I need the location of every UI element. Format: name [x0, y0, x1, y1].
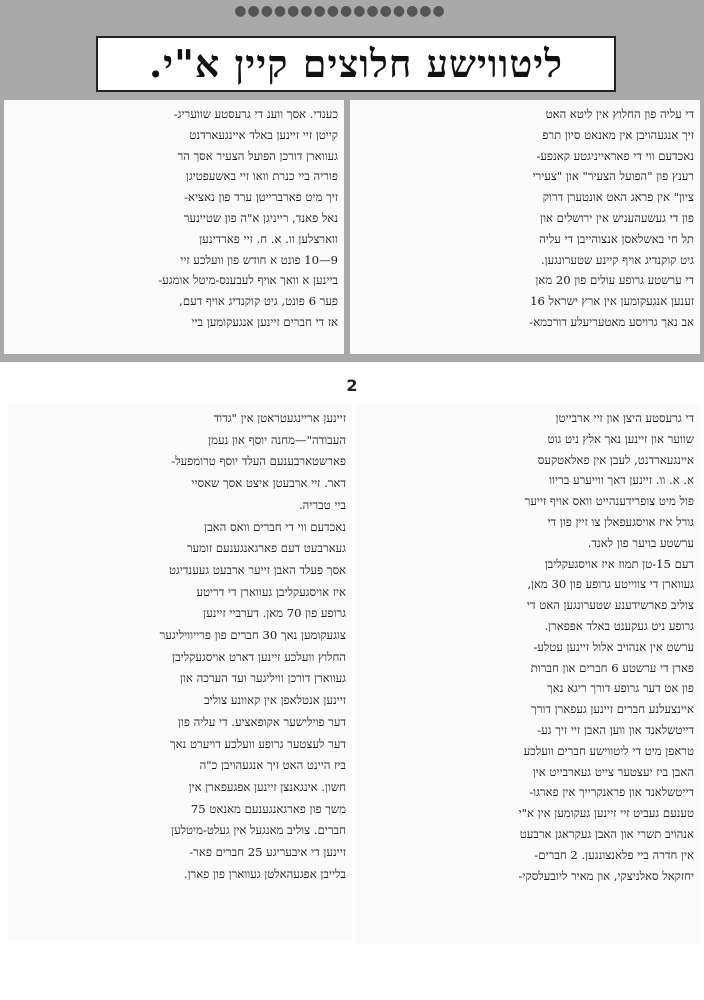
text-line: חברים. צוליב מאנגעל אין געלט-מיטלען — [171, 823, 346, 838]
column-bottom-right — [356, 404, 700, 944]
text-line: רענץ פון "הפועל הצעיר" און "צעירי — [532, 169, 694, 184]
page-number: 2 — [346, 376, 358, 395]
text-line: זיינען אריינגעטראטן אין "גדוד — [213, 411, 346, 425]
text-line: דייטשלאנד און ווען האבן זיי זיך גע- — [537, 722, 694, 737]
text-line: גרופע ניט געקענט באלד אפפארן. — [544, 618, 694, 633]
text-line: א. א. וו. זיינען דאך ווייערע בריוו — [549, 473, 694, 488]
text-line: אסך פעלד האבן זייער ארבעט געענדיגט — [168, 562, 346, 577]
text-line: פון די געשעהעניש אין ירושלים און — [540, 210, 694, 225]
text-line: העבודה"—מחנה יוסף און נעמן — [208, 432, 346, 447]
text-line: פארשטארבענעם העלד יוסף טרומפעל- — [171, 454, 346, 469]
text-line: האבן ביז יעצטער צייט געארבייט אין — [532, 764, 694, 779]
column-top-left — [4, 100, 344, 354]
text-line: זיך אנגעהויבן אין מאנאט סיון תרפ — [542, 127, 694, 142]
text-line: ציון" אין פראג האט אונטערן דרוק — [542, 190, 694, 205]
text-line: ערשטע בויער פון לאנד. — [587, 535, 694, 550]
text-line: איינצעלנע חברים זיינען געפארן דורך — [531, 702, 694, 717]
text-line: פער 6 פונט, גיט קוקנדיג אויף דעם, — [179, 294, 338, 309]
text-line: החלוץ וועלכע זיינען דארט אויסגעקליבן — [172, 649, 346, 664]
text-line: זיך מיט פארברייטן ערד פון נאציא- — [184, 190, 338, 205]
text-line: געווארן די צווייטע גרופע פון 30 מאן, — [527, 577, 694, 592]
text-line: זיינען די איבעריגע 25 חברים פאר- — [189, 845, 346, 860]
text-line: כענדי. אסך ווענ די גרעסטע שוועריג- — [173, 107, 338, 121]
text-line: צוליב פארשידענע שטערונגען האט די — [526, 598, 694, 613]
text-line: אנהויב תשרי און האבן געקראגן ארבעט — [519, 826, 694, 841]
text-line: קייטן זיי זיינען באלד איינגעארדנט — [189, 127, 338, 142]
text-line: ערשט אין אנהויב אלול זיינען עטלע- — [533, 639, 694, 654]
text-line: פול מיט צופרידענהייט וואס אויף זייער — [524, 494, 694, 509]
text-line: נאכדעם ווי די פאראייניגטע קאנפע- — [536, 148, 694, 163]
text-line: חשון. אינגאנצן זיינען אפגעפארן אין — [188, 779, 346, 794]
text-line: געארבעט דעם פארגאנגענעם זומער — [186, 541, 346, 556]
text-line: בלייבן אפגעהאלטן געווארן פון פארן. — [183, 866, 346, 881]
text-line: גיט קוקנדיג אויף קיינע שטערונגען. — [540, 252, 694, 267]
text-line: די עליה פון החלוץ אין ליטא האט — [545, 107, 694, 121]
text-line: נאל פאנד, רייניגן א"ה פון שטיינער — [183, 210, 338, 225]
text-line: 9—10 פונט א חודש פון וועלכע זיי — [180, 252, 338, 267]
text-line: טענעם געביט זיי זיינען געקומען אין א"י — [518, 806, 694, 821]
text-line: דער לעצטער גרופע וועלכע דויערט נאך — [169, 736, 346, 751]
text-line: משך פון פארגאנגענעם מאנאט 75 — [190, 801, 346, 816]
text-line: איז אויסגעקליבן געווארן די דריטע — [196, 584, 346, 599]
text-line: געווארן דורכן וויליגער ועד הערכה און — [180, 671, 346, 686]
text-line: געווארן דורכן הפועל הצעיר אסך הר — [177, 148, 338, 163]
text-line: דער פוילישער אקופאציע. די עליה פון — [177, 714, 346, 729]
text-line: יחזקאל סאלניצקי, און מאיר ליובעלסקי- — [518, 868, 694, 883]
text-line: די ערשטע גרופע עולים פון 20 מאן — [535, 273, 694, 288]
text-line: ביז היינט האט זיך אנגעהויבן כ"ה — [199, 758, 346, 773]
text-line: צוגעקומען נאך 30 חברים פון פרייוויליגער — [159, 628, 346, 643]
text-line: זיינען אנטלאפן אין קאוונע צוליב — [204, 693, 346, 708]
text-line: תל חי באשלאסן אנצוהייבן די עליה — [539, 231, 694, 246]
text-line: ביינען א וואך אויף לעבענס-מיטל אומגע- — [158, 273, 338, 288]
text-line: גרופע פון 70 מאן. דערביי זיינען — [203, 606, 346, 621]
column-bottom-left — [8, 404, 352, 940]
decorative-border: ●●●●●●●●●●●●●●●● — [234, 3, 446, 19]
text-line: אין חדרה ביי פלאנצונגען. 2 חברים- — [534, 847, 694, 862]
text-line: טראפן מיט די ליטווישע חברים וועלכע — [523, 743, 694, 758]
text-line: דייטשלאנד און פראנקרייך אין פארגו- — [529, 785, 694, 800]
text-line: זענען אנגעקומען אין ארץ ישראל 16 — [530, 294, 694, 309]
text-line: איינגעארדנט, לעבן אין פאלאטקעס — [537, 452, 694, 467]
text-line: די גרעסטע היצן און זיי ארבייטן — [555, 411, 694, 425]
text-line: שווער און זיינען נאך אלץ ניט גוט — [547, 431, 694, 446]
column-top-right — [350, 100, 700, 354]
text-line: דאר. זיי ארבעטן איצט אסך שאסיי — [191, 476, 346, 491]
text-line: ווארצלען וו. א. ח. זיי פארדינען — [199, 231, 338, 246]
text-line: נאכדעם ווי די חברים וואס האבן — [204, 519, 346, 534]
text-line: גורל איז אויסגעפאלן צו זיין פון די — [547, 514, 694, 529]
text-line: פון אט דער גרופע דורך ריגא נאך — [547, 681, 694, 696]
text-line: פוריה ביי כנרת וואו זיי באשעפטיגן — [185, 169, 338, 184]
article-headline: ליטווישע חלוצים קיין א"י. — [96, 36, 616, 92]
text-line: אז די חברים זיינען אנגעקומען ביי — [191, 314, 338, 329]
text-line: פארן די ערשטע 6 חברים און חברות — [530, 660, 694, 675]
text-line: ביי טבריה. — [298, 497, 346, 512]
text-line: אב נאך גרויסע מאטעריעלע דורכמא- — [529, 314, 694, 329]
text-line: דעם 15-טן תמוז איז אויסגעקליבן — [544, 556, 694, 571]
